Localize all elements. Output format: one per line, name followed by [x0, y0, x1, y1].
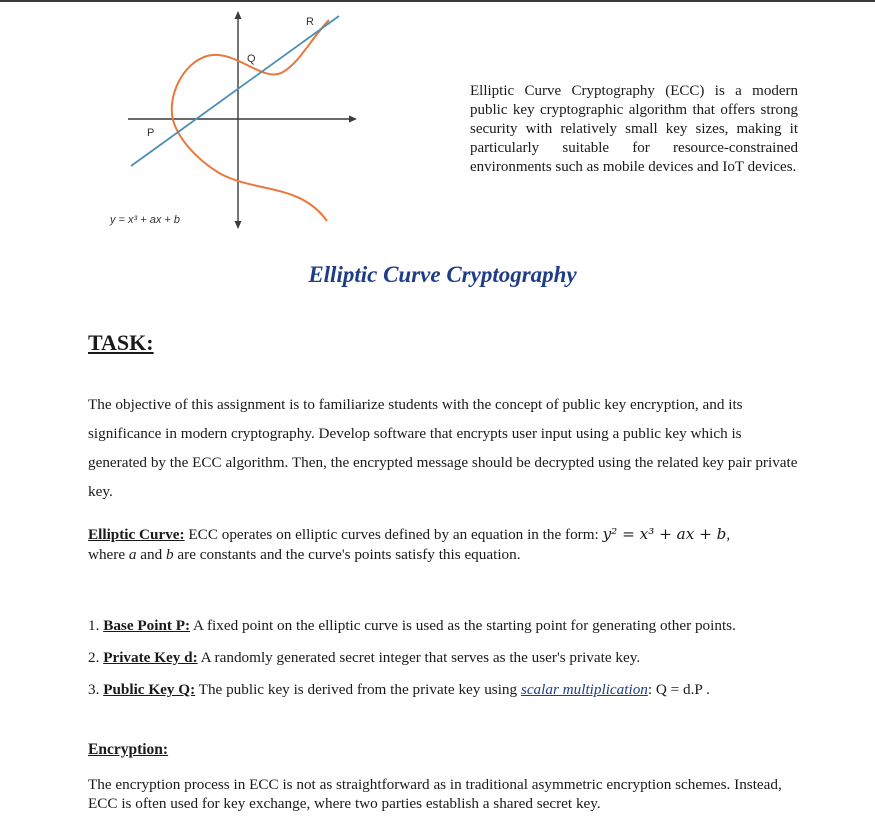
y-axis-arrow-up-icon [235, 11, 242, 19]
elliptic-curve-figure [95, 8, 365, 233]
list-item-number: 2. [88, 649, 104, 666]
page-title: Elliptic Curve Cryptography [308, 262, 577, 287]
ec-and: and [136, 546, 167, 563]
elliptic-curve-term: Elliptic Curve: [88, 526, 185, 543]
task-heading: TASK: [88, 330, 154, 355]
intro-paragraph: Elliptic Curve Cryptography (ECC) is a modern public key cryptographic algorithm that offers strong security with relatively small key sizes, making it particularly suitable for resource-constrained environments such as mobile devices and IoT devices. [470, 83, 798, 175]
list-item-text: A randomly generated secret integer that serves as the user's private key. [197, 649, 641, 666]
scalar-multiplication-link[interactable]: scalar multiplication [520, 681, 648, 698]
key-components-list [88, 610, 808, 706]
objective-paragraph: The objective of this assignment is to familiarize students with the concept of public key encryption, and its significance in modern cryptography. Develop software that encrypts user input using a public key which is generated by the ECC algorithm. Then, the encrypted message should be decrypted using the related key pair private key. [88, 396, 798, 500]
list-item-term: Private Key d: [103, 649, 198, 666]
elliptic-curve-definition [88, 524, 803, 565]
point-r-label: R [306, 16, 314, 28]
list-item [88, 674, 808, 706]
ec-equation: y² = x³ + ax + b [602, 525, 727, 543]
encryption-paragraph: The encryption process in ECC is not as straightforward as in traditional asymmetric encryption schemes. Instead, ECC is often used for key exchange, where two parties establish a shared secret key. [88, 776, 782, 812]
list-item-number: 1. [88, 617, 104, 634]
ec-line2-before: where [88, 546, 129, 563]
encryption-heading: Encryption: [88, 741, 169, 758]
list-item-text: A fixed point on the elliptic curve is used as the starting point for generating other points. [190, 617, 736, 634]
list-item [88, 610, 808, 642]
point-q-label: Q [247, 53, 256, 65]
ec-text-after: , [726, 526, 731, 543]
list-item-tail: : Q = d.P . [647, 681, 710, 698]
x-axis-arrow-right-icon [349, 116, 357, 123]
list-item-number: 3. [88, 681, 104, 698]
secant-line [131, 16, 339, 166]
elliptic-curve-diagram [95, 8, 365, 233]
ec-var-b: b [166, 546, 174, 563]
list-item-term: Public Key Q: [103, 681, 196, 698]
list-item-term: Base Point P: [103, 617, 191, 634]
list-item [88, 642, 808, 674]
curve-equation-label: y = x³ + ax + b [110, 214, 181, 226]
ec-text-before: ECC operates on elliptic curves defined by an equation in the form: [184, 526, 603, 543]
y-axis-arrow-down-icon [235, 221, 242, 229]
list-item-text: The public key is derived from the private key using [195, 681, 521, 698]
ec-line2-after: are constants and the curve's points satisfy this equation. [173, 546, 521, 563]
point-p-label: P [147, 127, 155, 139]
top-border [0, 0, 875, 2]
ec-var-a: a [128, 546, 137, 563]
